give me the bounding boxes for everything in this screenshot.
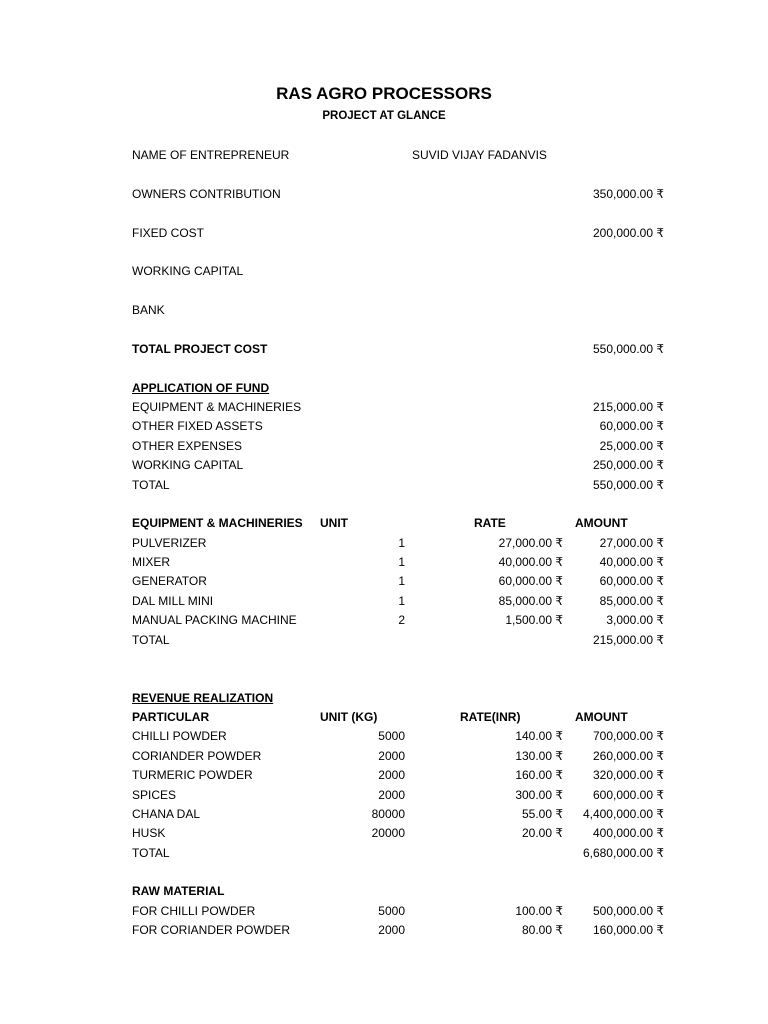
fund-amount: 60,000.00 ₹ (599, 419, 664, 433)
revenue-item: TURMERIC POWDER (132, 768, 253, 782)
raw-material-amount: 160,000.00 ₹ (592, 923, 664, 937)
raw-material-rate: 80.00 ₹ (522, 923, 563, 937)
raw-material-item: FOR CHILLI POWDER (132, 904, 256, 918)
equipment-header-row (0, 514, 768, 532)
revenue-heading-row (0, 689, 768, 707)
summary-amount: 350,000.00 ₹ (592, 187, 664, 201)
raw-material-heading: RAW MATERIAL (132, 884, 225, 898)
equipment-total-amount: 215,000.00 ₹ (592, 633, 664, 647)
revenue-amount: 700,000.00 ₹ (592, 729, 664, 743)
equipment-rate: 60,000.00 ₹ (498, 574, 563, 588)
fund-amount: 215,000.00 ₹ (592, 400, 664, 414)
revenue-item: CORIANDER POWDER (132, 749, 262, 763)
equipment-item: GENERATOR (132, 574, 207, 588)
fund-amount: 550,000.00 ₹ (592, 478, 664, 492)
fund-label: OTHER FIXED ASSETS (132, 419, 263, 433)
revenue-item: CHILLI POWDER (132, 729, 227, 743)
revenue-row (0, 786, 768, 804)
equipment-item: MIXER (132, 555, 171, 569)
fund-amount: 25,000.00 ₹ (599, 439, 664, 453)
revenue-header-row (0, 708, 768, 726)
equipment-row (0, 572, 768, 590)
fund-row (0, 437, 768, 455)
fund-row (0, 398, 768, 416)
revenue-rate: 140.00 ₹ (515, 729, 563, 743)
summary-amount: 550,000.00 ₹ (592, 342, 664, 356)
revenue-rate: 55.00 ₹ (522, 807, 563, 821)
column-header-item: EQUIPMENT & MACHINERIES (132, 516, 303, 530)
equipment-row (0, 553, 768, 571)
fund-label: TOTAL (132, 478, 170, 492)
raw-material-unit: 2000 (378, 923, 405, 937)
revenue-unit: 2000 (378, 749, 405, 763)
raw-material-rate: 100.00 ₹ (515, 904, 563, 918)
revenue-item: CHANA DAL (132, 807, 201, 821)
document-subtitle: PROJECT AT GLANCE (322, 110, 446, 122)
summary-label: OWNERS CONTRIBUTION (132, 187, 281, 201)
revenue-heading: REVENUE REALIZATION (132, 691, 274, 705)
raw-material-amount: 500,000.00 ₹ (592, 904, 664, 918)
revenue-unit: 20000 (371, 826, 405, 840)
fund-amount: 250,000.00 ₹ (592, 458, 664, 472)
column-header-amount: AMOUNT (575, 516, 628, 530)
equipment-unit: 1 (398, 555, 405, 569)
summary-row-total-project-cost (0, 340, 768, 358)
revenue-rate: 20.00 ₹ (522, 826, 563, 840)
summary-row-working-capital (0, 262, 768, 280)
equipment-row (0, 611, 768, 629)
summary-row-bank (0, 301, 768, 319)
raw-material-row (0, 902, 768, 920)
revenue-rate: 300.00 ₹ (515, 788, 563, 802)
revenue-rate: 130.00 ₹ (515, 749, 563, 763)
raw-material-row (0, 921, 768, 939)
revenue-unit: 2000 (378, 788, 405, 802)
summary-label: BANK (132, 303, 165, 317)
revenue-total-label: TOTAL (132, 846, 170, 860)
application-of-fund-heading: APPLICATION OF FUND (132, 381, 270, 395)
column-header-unit: UNIT (320, 516, 348, 530)
revenue-amount: 260,000.00 ₹ (592, 749, 664, 763)
equipment-amount: 27,000.00 ₹ (599, 536, 664, 550)
equipment-unit: 2 (398, 613, 405, 627)
equipment-unit: 1 (398, 574, 405, 588)
equipment-total-label: TOTAL (132, 633, 170, 647)
equipment-item: MANUAL PACKING MACHINE (132, 613, 297, 627)
revenue-row (0, 727, 768, 745)
equipment-total-row (0, 631, 768, 649)
document-title: RAS AGRO PROCESSORS (276, 84, 492, 103)
revenue-amount: 400,000.00 ₹ (592, 826, 664, 840)
equipment-amount: 40,000.00 ₹ (599, 555, 664, 569)
summary-amount: 200,000.00 ₹ (592, 226, 664, 240)
revenue-item: SPICES (132, 788, 177, 802)
equipment-row (0, 592, 768, 610)
revenue-item: HUSK (132, 826, 166, 840)
revenue-total-amount: 6,680,000.00 ₹ (582, 846, 664, 860)
raw-material-item: FOR CORIANDER POWDER (132, 923, 291, 937)
equipment-unit: 1 (398, 594, 405, 608)
raw-material-unit: 5000 (378, 904, 405, 918)
summary-label: TOTAL PROJECT COST (132, 342, 268, 356)
equipment-item: PULVERIZER (132, 536, 207, 550)
equipment-item: DAL MILL MINI (132, 594, 214, 608)
fund-total-row (0, 476, 768, 494)
revenue-unit: 5000 (378, 729, 405, 743)
revenue-row (0, 805, 768, 823)
revenue-amount: 320,000.00 ₹ (592, 768, 664, 782)
equipment-rate: 1,500.00 ₹ (505, 613, 563, 627)
fund-label: OTHER EXPENSES (132, 439, 243, 453)
revenue-total-row (0, 844, 768, 862)
revenue-row (0, 824, 768, 842)
fund-label: WORKING CAPITAL (132, 458, 244, 472)
equipment-rate: 27,000.00 ₹ (498, 536, 563, 550)
column-header-unit: UNIT (KG) (320, 710, 378, 724)
revenue-row (0, 766, 768, 784)
equipment-rate: 40,000.00 ₹ (498, 555, 563, 569)
column-header-amount: AMOUNT (575, 710, 628, 724)
summary-label: NAME OF ENTREPRENEUR (132, 148, 290, 162)
summary-row-fixed-cost (0, 224, 768, 242)
equipment-row (0, 534, 768, 552)
column-header-item: PARTICULAR (132, 710, 210, 724)
summary-label: FIXED COST (132, 226, 205, 240)
revenue-unit: 80000 (371, 807, 405, 821)
revenue-row (0, 747, 768, 765)
equipment-rate: 85,000.00 ₹ (498, 594, 563, 608)
revenue-amount: 600,000.00 ₹ (592, 788, 664, 802)
column-header-rate: RATE (474, 516, 506, 530)
fund-label: EQUIPMENT & MACHINERIES (132, 400, 302, 414)
equipment-amount: 60,000.00 ₹ (599, 574, 664, 588)
column-header-rate: RATE(INR) (460, 710, 521, 724)
revenue-rate: 160.00 ₹ (515, 768, 563, 782)
revenue-unit: 2000 (378, 768, 405, 782)
application-of-fund-heading-row (0, 379, 768, 397)
equipment-unit: 1 (398, 536, 405, 550)
fund-row (0, 417, 768, 435)
summary-row-owners-contribution (0, 185, 768, 203)
raw-material-heading-row (0, 882, 768, 900)
fund-row (0, 456, 768, 474)
entrepreneur-name: SUVID VIJAY FADANVIS (412, 148, 547, 162)
equipment-amount: 85,000.00 ₹ (599, 594, 664, 608)
summary-label: WORKING CAPITAL (132, 264, 244, 278)
revenue-amount: 4,400,000.00 ₹ (582, 807, 664, 821)
summary-row-entrepreneur (0, 146, 768, 164)
equipment-amount: 3,000.00 ₹ (606, 613, 664, 627)
